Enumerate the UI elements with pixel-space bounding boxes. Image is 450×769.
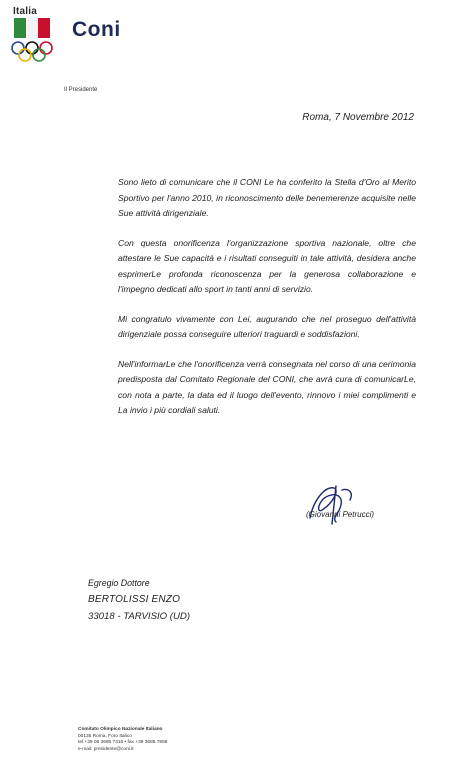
recipient-name: BERTOLISSI ENZO bbox=[88, 594, 181, 605]
flag-white-stripe bbox=[26, 18, 38, 38]
letter-footer bbox=[78, 727, 167, 753]
olympic-rings-icon bbox=[10, 40, 54, 64]
recipient-salutation: Egregio Dottore bbox=[88, 578, 150, 588]
body-paragraph: Mi congratulo vivamente con Lei, augurando che nel proseguo dell'attività dirigenziale possa conseguire ulteriori traguardi e soddisfazioni. bbox=[118, 313, 416, 339]
letter-body bbox=[118, 175, 416, 433]
logo-italia-text: Italia bbox=[13, 6, 37, 17]
footer-phone: tel +39 06 3685 7316 • fax +39 3685 7858 bbox=[78, 740, 168, 746]
body-paragraph: Con questa onorificenza l'organizzazione sportiva nazionale, oltre che attestare le Sue capacità e i risultati conseguiti in tale attività, desidera anche esprimerLe profonda riconoscenza per la generosa collaborazione e l'impegno dedicati allo sport in tanti anni di servizio. bbox=[118, 237, 416, 294]
flag-green-stripe bbox=[14, 18, 26, 38]
body-paragraph: Nell'informarLe che l'onorificenza verrà consegnata nel corso di una cerimonia predisposta dal Comitato Regionale del CONI, che avrà cura di comunicarLe, con nota a parte, la data ed il luogo dell'evento, rinnovo i miei complimenti e La invio i più cordiali saluti. bbox=[118, 358, 416, 415]
italian-flag-icon bbox=[14, 18, 50, 38]
letter-date: Roma, 7 Novembre 2012 bbox=[302, 112, 414, 123]
footer-organization: Comitato Olimpico Nazionale Italiano bbox=[78, 727, 163, 732]
handwritten-signature bbox=[292, 478, 402, 530]
body-paragraph: Sono lieto di comunicare che il CONI Le ha conferito la Stella d'Oro al Merito Sportivo per l'anno 2010, in riconoscimento delle benemerenze acquisite nelle Sue attività dirigenziale. bbox=[118, 177, 416, 218]
signer-name: (Giovanni Petrucci) bbox=[306, 510, 375, 519]
footer-email: e-mail: presidente@coni.it bbox=[78, 746, 134, 752]
coni-logo bbox=[8, 6, 128, 68]
footer-address: 00135 Roma, Foro Italico bbox=[78, 733, 132, 739]
recipient-address: 33018 - TARVISIO (UD) bbox=[88, 611, 191, 622]
sender-role: Il Presidente bbox=[64, 87, 98, 93]
brand-name: Coni bbox=[72, 18, 121, 41]
recipient-block bbox=[88, 576, 190, 625]
flag-red-stripe bbox=[38, 18, 50, 38]
